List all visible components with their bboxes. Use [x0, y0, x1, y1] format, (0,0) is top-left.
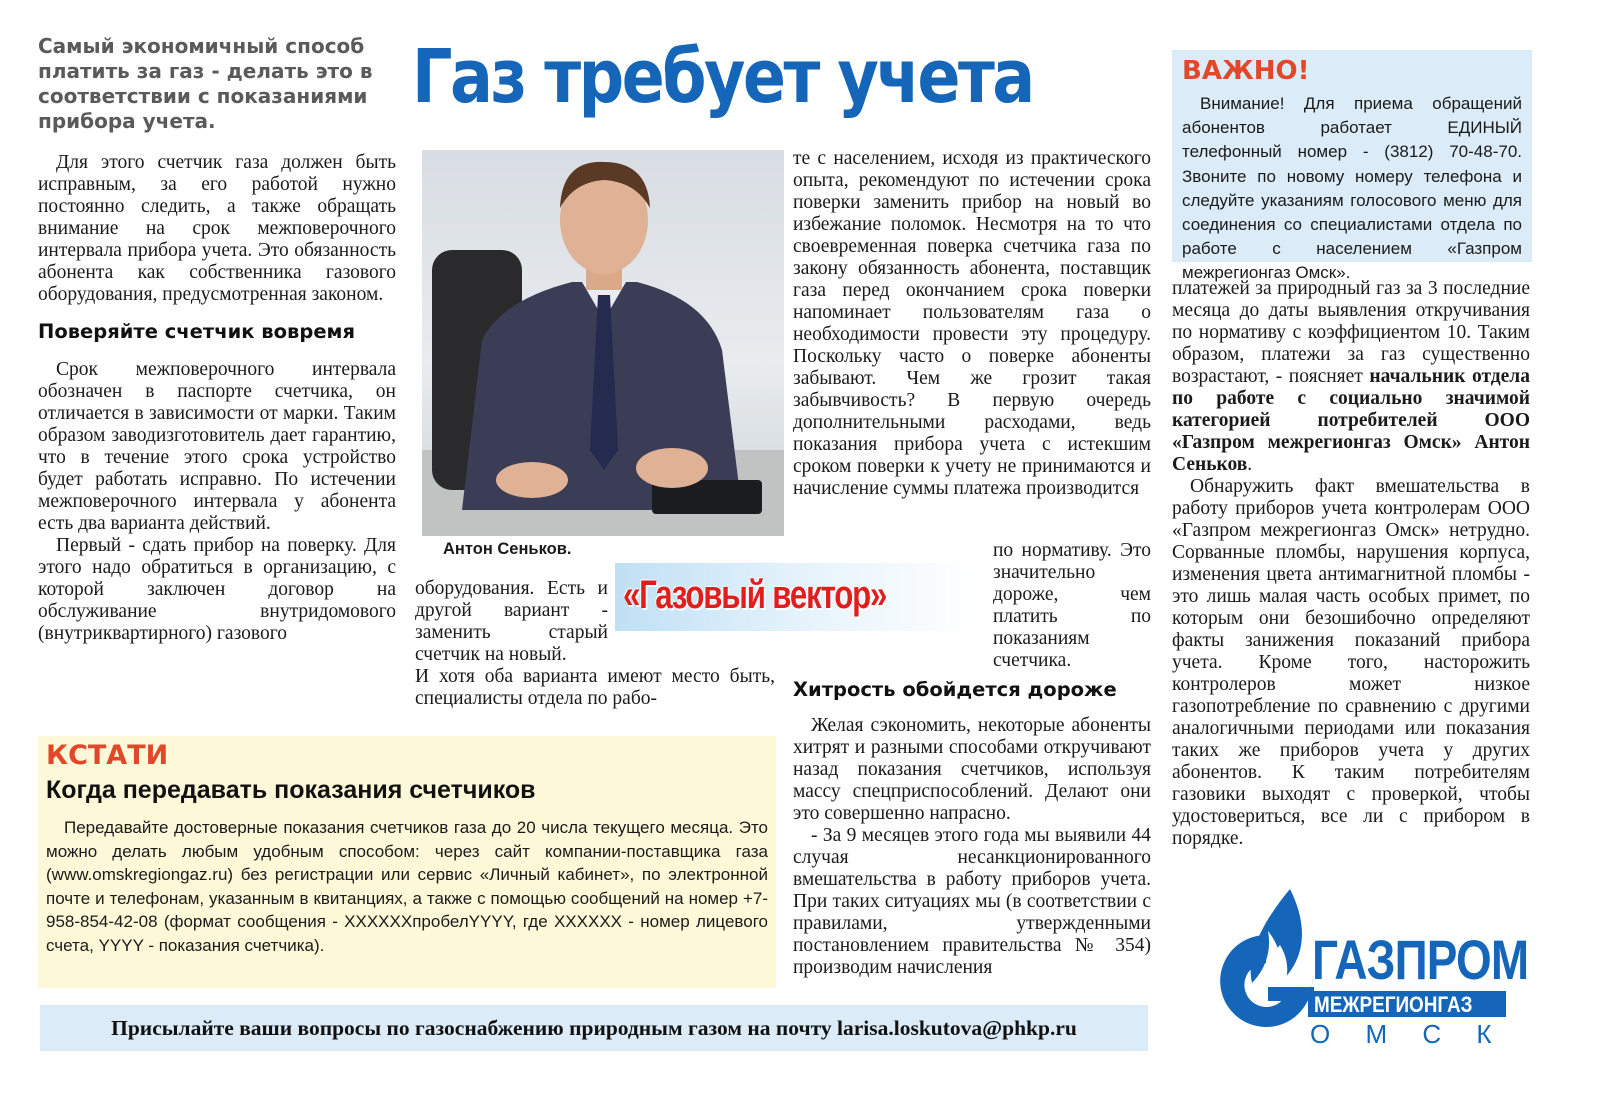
paragraph: - За 9 месяцев этого года мы выявили 44 случая несанкционированного вмешательства в работу приборов учета. При таких ситуациях мы (в соответствии с правилами, утвержденными постановлением правительства № 354) производим начисления [793, 825, 1151, 978]
column-1 [38, 152, 396, 645]
person-illustration [422, 150, 784, 536]
kstati-title: Когда передавать показания счетчиков [46, 776, 536, 804]
footer-bar [40, 1005, 1148, 1051]
column-3 [793, 148, 1151, 500]
paragraph: те с населением, исходя из практического опыта, рекомендуют по истечении срока поверки заменить прибор на новый во избежание поломок. Несмотря на то что своевременная поверка счетчика газа по закону обязанность абонента, поставщик газа перед окончанием срока поверки напоминает пользователям газа о необходимости провести эту процедуру. Поскольку часто о поверке абоненты забывают. Чем же грозит такая забывчивость? В первую очередь дополнительными расходами, ведь показания прибора учета с истекшим сроком поверки к учету не принимаются и начисление суммы платежа производится [793, 148, 1151, 499]
column-2-tail [415, 666, 775, 710]
logo-line-2: МЕЖРЕГИОНГАЗ [1314, 992, 1473, 1017]
paragraph: И хотя оба варианта имеют место быть, специалисты отдела по рабо- [415, 666, 775, 709]
kstati-text: Передавайте достоверные показания счетчиков газа до 20 числа текущего месяца. Это можно делать любым удобным способом: через сайт компании-поставщика газа (www.omskregiongaz.ru) без регистрации или сервис «Личный кабинет», по электронной почте и телефонам, указанным в квитанциях, а также с помощью сообщений на номер +7-958-854-42-08 (формат сообщения - ХХХХХХпробелYYYY, где ХХХХХХ - номер лицевого счета, YYYY - показания счетчика). [46, 818, 768, 955]
paragraph: Для этого счетчик газа должен быть исправным, за его работой нужно постоянно следить, а также обращать внимание на срок межповерочного интервала прибора учета. Это обязанность абонента как собственника газового оборудования, предусмотренная законом. [38, 152, 396, 305]
paragraph: оборудования. Есть и другой вариант - заменить старый счетчик на новый. [415, 578, 608, 665]
paragraph [1172, 278, 1530, 476]
column-2-continuation [415, 578, 608, 666]
subheading: Хитрость обойдется дороже [793, 678, 1117, 701]
paragraph: Обнаружить факт вмешательства в работу приборов учета контролерам ООО «Газпром межрегионгаз Омск» нетрудно. Сорванные пломбы, нарушения корпуса, изменения цвета антимагнитной пломбы - это лишь малая часть особых примет, по которым они безошибочно определяют факты занижения показаний прибора учета. Кроме того, насторожить контролеров может низкое газопотребление по сравнению с другими аналогичными периодами или показания таких же приборов учета у других абонентов. К таким потребителям газовики выходят с проверкой, чтобы удостовериться, все ли с прибором в порядке. [1172, 476, 1530, 849]
kstati-label: КСТАТИ [46, 740, 169, 771]
column-3-lower [793, 678, 1151, 979]
logo-line-1: ГАЗПРОМ [1312, 928, 1529, 991]
logo-band [1308, 991, 1506, 1017]
headline: Газ требует учета [412, 34, 1033, 120]
important-box [1172, 50, 1532, 283]
important-text: Внимание! Для приема обращений абонентов работает ЕДИНЫЙ телефонный номер - (3812) 70-48-70. Звоните по новому номеру телефона и следуйте указаниям голосового меню для соединения со специалистами отдела по работе с населением «Газпром межрегионгаз Омск». [1182, 94, 1522, 283]
logo-line-3: О М С К [1310, 1019, 1506, 1049]
column-3-narrow [993, 540, 1151, 672]
rubric-banner [615, 563, 975, 631]
column-4 [1172, 278, 1530, 850]
kstati-box [38, 736, 776, 988]
paragraph: Первый - сдать прибор на поверку. Для этого надо обратиться в организацию, с которой заключен договор на обслуживание внутридомового (внутриквартирного) газового [38, 535, 396, 644]
company-logo [1212, 885, 1529, 1055]
quote-text: платежей за природный газ за 3 последние месяца до даты выявления откручивания по нормативу с коэффициентом 10. Таким образом, платежи за газ существенно возрастают, - поясняет [1172, 278, 1530, 387]
lead-paragraph: Самый экономичный способ платить за газ - делать это в соответствии с показаниями прибора учета. [38, 34, 373, 133]
photo-caption: Антон Сеньков. [443, 540, 572, 558]
paragraph: по нормативу. Это значительно дороже, чем платить по показаниям счетчика. [993, 540, 1151, 671]
paragraph: Желая сэкономить, некоторые абоненты хитрят и разными способами откручивают назад показания счетчиков, используя массу спецприспособлений. Делают они это совершенно напрасно. [793, 715, 1151, 824]
paragraph: Срок межповерочного интервала обозначен в паспорте счетчика, он отличается в зависимости от марки. Таким образом заводизготовитель дает гарантию, что в течение этого срока устройство будет работать исправно. По истечении межповерочного интервала у абонента есть два варианта действий. [38, 359, 396, 534]
rubric-title: «Газовый вектор» [623, 573, 887, 617]
gazprom-flame-icon [1212, 885, 1324, 1055]
portrait-photo [422, 150, 784, 536]
subheading: Поверяйте счетчик вовремя [38, 320, 356, 343]
period: . [1247, 454, 1253, 475]
footer-text: Присылайте ваши вопросы по газоснабжению природным газом на почту larisa.loskutova@phkp.ru [111, 1016, 1077, 1040]
speaker-title: начальник отдела по работе с социально значимой категорией потребителей ООО «Газпром межрегионгаз Омск» Антон Сеньков [1172, 366, 1530, 475]
important-title: ВАЖНО! [1182, 56, 1310, 86]
